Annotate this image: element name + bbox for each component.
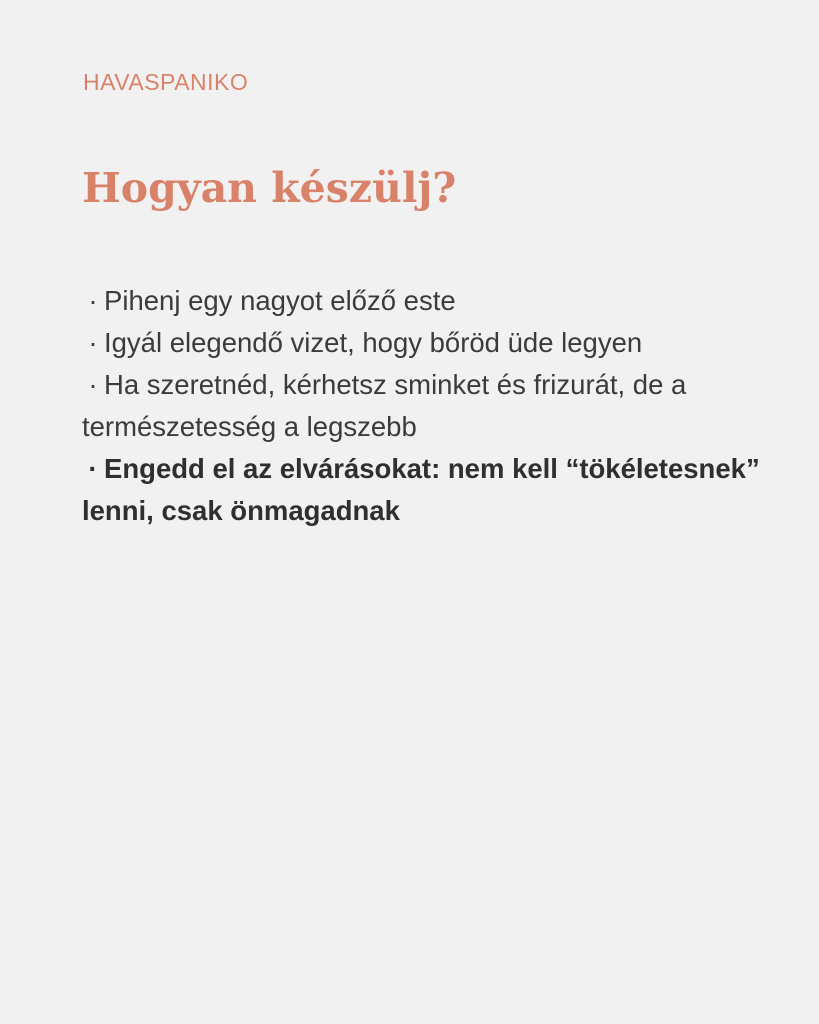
tip-item <box>82 280 772 322</box>
page-title: Hogyan készülj? <box>82 164 457 212</box>
tips-list <box>82 280 772 532</box>
brand-name: HAVASPANIKO <box>83 69 249 95</box>
tip-text: Pihenj egy nagyot előző este <box>104 285 456 316</box>
tip-item <box>82 322 772 364</box>
bullet-icon: · <box>88 453 98 484</box>
tip-text: Igyál elegendő vizet, hogy bőröd üde legyen <box>104 327 643 358</box>
tip-text: Engedd el az elvárásokat: nem kell “tökéletesnek” lenni, csak önmagadnak <box>82 453 760 526</box>
tip-item-highlight <box>82 448 772 532</box>
bullet-icon: · <box>88 327 98 358</box>
bullet-icon: · <box>88 369 98 400</box>
tip-text: Ha szeretnéd, kérhetsz sminket és frizurát, de a természetesség a legszebb <box>82 369 687 442</box>
tip-item <box>82 364 772 448</box>
bullet-icon: · <box>88 285 98 316</box>
